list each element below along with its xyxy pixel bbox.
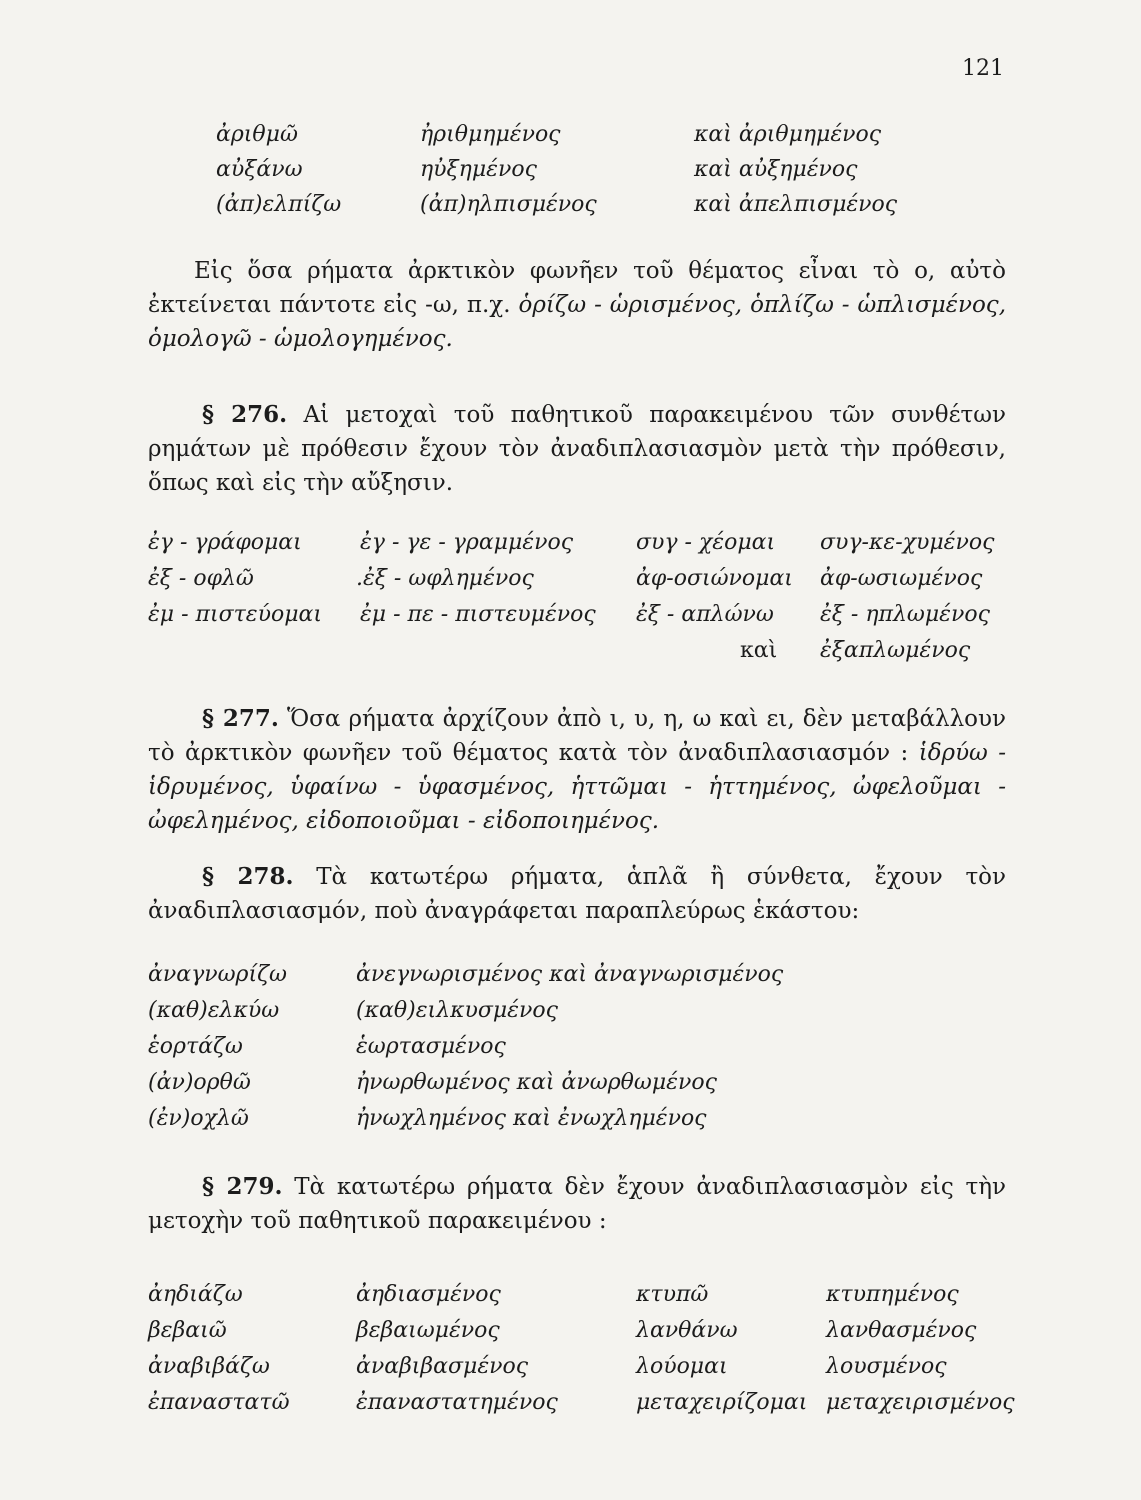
verb: ἐξ - οφλῶ <box>148 566 254 591</box>
participle: κτυπημένος <box>826 1282 959 1307</box>
verb: ἐπαναστατῶ <box>148 1390 290 1415</box>
verb: ἑορτάζω <box>148 1034 243 1059</box>
participle: ἠνωρθωμένος καὶ ἀνωρθωμένος <box>356 1070 717 1095</box>
section-text: Αἱ μετοχαὶ τοῦ παθητικοῦ παρακειμένου τῶν συνθέτων ρημάτων μὲ πρόθεσιν ἔχουν τὸν ἀναδιπλασιασμὸν μετὰ τὴν πρόθεσιν, ὅπως καὶ εἰς τὴν αὔξησιν. <box>148 402 1006 496</box>
verb: βεβαιῶ <box>148 1318 227 1343</box>
section-text: Τὰ κατωτέρω ρήματα, ἁπλᾶ ἢ σύνθετα, ἔχουν τὸν ἀναδιπλασιασμόν, ποὺ ἀναγράφεται παραπλεύρως ἑκάστου: <box>148 864 1007 924</box>
participle: ἐγ - γε - γραμμένος <box>360 530 574 555</box>
participle: ἐπαναστατημένος <box>356 1390 558 1415</box>
verb: λούομαι <box>636 1354 728 1379</box>
participle-alt: καὶ ἀριθμημένος <box>694 122 882 147</box>
verb: ἐμ - πιστεύομαι <box>148 602 323 627</box>
section-text: Ὅσα ρήματα ἀρχίζουν ἀπὸ ι, υ, η, ω καὶ ει, δὲν μεταβάλλουν τὸ ἀρκτικὸν φωνῆεν τοῦ θέματος κατὰ τὸν ἀναδιπλασιασμόν : <box>148 706 1006 766</box>
verb: ἀναβιβάζω <box>148 1354 270 1379</box>
participle: βεβαιωμένος <box>356 1318 500 1343</box>
participle: λουσμένος <box>826 1354 947 1379</box>
rule-text: Εἰς ὅσα ρήματα ἀρκτικὸν φωνῆεν τοῦ θέματος εἶναι τὸ ο, αὐτὸ ἐκτείνεται πάντοτε εἰς -ω, π.χ. <box>148 258 1006 318</box>
verb: λανθάνω <box>636 1318 738 1343</box>
participle: ἀνεγνωρισμένος καὶ ἀναγνωρισμένος <box>356 962 784 987</box>
participle: συγ-κε-χυμένος <box>820 530 995 555</box>
section-277 <box>148 702 1006 838</box>
verb: (ἐν)οχλῶ <box>148 1106 249 1131</box>
verb: κτυπῶ <box>636 1282 709 1307</box>
participle: ἠνωχλημένος καὶ ἐνωχλημένος <box>356 1106 707 1131</box>
conjunction: καὶ <box>740 638 778 663</box>
section-examples: ἱδρύω - ἱδρυμένος, ὑφαίνω - ὑφασμένος, ἡττῶμαι - ἡττημένος, ὠφελοῦμαι - ὠφελημένος, εἰδοποιοῦμαι - εἰδοποιημένος. <box>148 740 1006 834</box>
section-number: § 277. <box>202 705 279 732</box>
section-276 <box>148 398 1006 500</box>
participle-alt: καὶ αὐξημένος <box>694 157 858 182</box>
participle: μεταχειρισμένος <box>826 1390 1015 1415</box>
rule-examples: ὁρίζω - ὡρισμένος, ὁπλίζω - ὡπλισμένος, ὁμολογῶ - ὡμολογημένος. <box>148 292 1007 352</box>
participle: ἀναβιβασμένος <box>356 1354 529 1379</box>
verb: ἀριθμῶ <box>216 122 298 147</box>
participle: (καθ)ειλκυσμένος <box>356 998 558 1023</box>
participle: ηὐξημένος <box>420 157 537 182</box>
verb: ἐξ - απλώνω <box>636 602 774 627</box>
participle-alt: καὶ ἀπελπισμένος <box>694 192 898 217</box>
section-number: § 279. <box>202 1173 283 1200</box>
section-text: Τὰ κατωτέρω ρήματα δὲν ἔχουν ἀναδιπλασιασμὸν εἰς τὴν μετοχὴν τοῦ παθητικοῦ παρακειμένου : <box>148 1174 1006 1234</box>
section-278 <box>148 860 1006 928</box>
participle: ἠριθμημένος <box>420 122 561 147</box>
verb: (ἀπ)ελπίζω <box>216 192 342 217</box>
verb: (καθ)ελκύω <box>148 998 280 1023</box>
verb: μεταχειρίζομαι <box>636 1390 808 1415</box>
verb: ἀηδιάζω <box>148 1282 243 1307</box>
verb: συγ - χέομαι <box>636 530 776 555</box>
verb: ἀφ-οσιώνομαι <box>636 566 793 591</box>
section-279 <box>148 1170 1006 1238</box>
rule-paragraph <box>148 254 1006 356</box>
participle: .ἐξ - ωφλημένος <box>356 566 534 591</box>
participle: ἀηδιασμένος <box>356 1282 501 1307</box>
participle: ἐξ - ηπλωμένος <box>820 602 990 627</box>
participle: ἐμ - πε - πιστευμένος <box>360 602 596 627</box>
participle: λανθασμένος <box>826 1318 977 1343</box>
participle: ἀφ-ωσιωμένος <box>820 566 983 591</box>
verb: (ἀν)ορθῶ <box>148 1070 251 1095</box>
verb: αὐξάνω <box>216 157 303 182</box>
verb: ἀναγνωρίζω <box>148 962 287 987</box>
participle: ἑωρτασμένος <box>356 1034 506 1059</box>
participle: (ἀπ)ηλπισμένος <box>420 192 597 217</box>
participle: ἐξαπλωμένος <box>820 638 971 663</box>
page-number: 121 <box>962 56 1004 81</box>
section-number: § 276. <box>202 401 288 428</box>
section-number: § 278. <box>202 863 294 890</box>
verb: ἐγ - γράφομαι <box>148 530 302 555</box>
